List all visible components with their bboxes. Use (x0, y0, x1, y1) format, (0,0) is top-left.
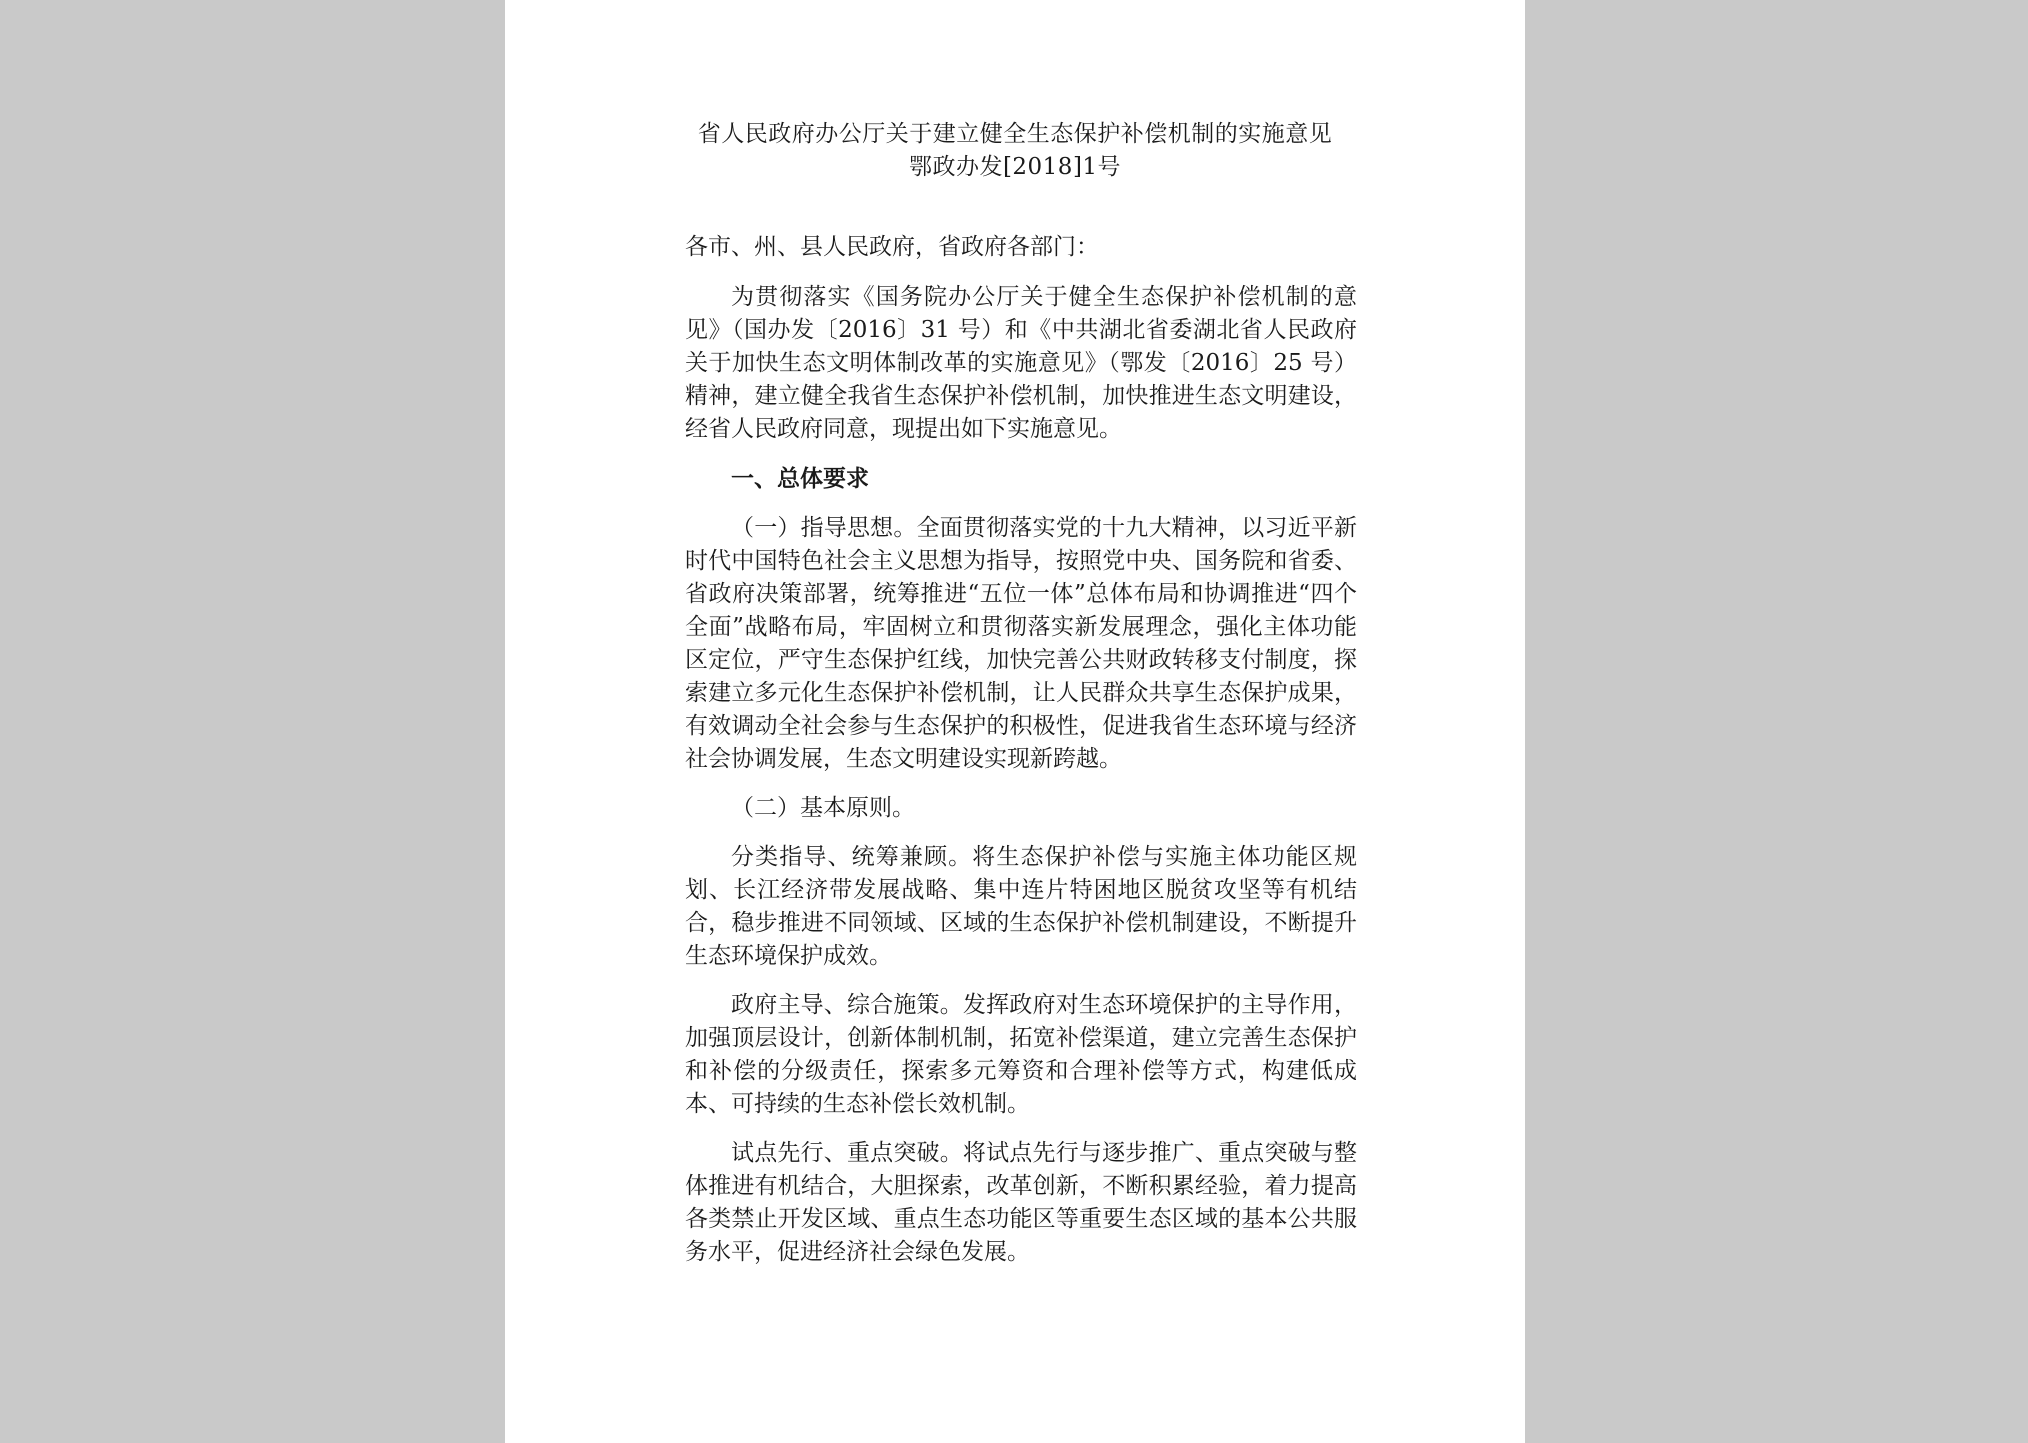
salutation: 各市、州、县人民政府，省政府各部门： (685, 234, 1099, 260)
paragraph: （一）指导思想。全面贯彻落实党的十九大精神，以习近平新时代中国特色社会主义思想为指导，按照党中央、国务院和省委、省政府决策部署，统筹推进“五位一体”总体布局和协调推进“四个全面”战略布局，牢固树立和贯彻落实新发展理念，强化主体功能区定位，严守生态保护红线，加快完善公共财政转移支付制度，探索建立多元化生态保护补偿机制，让人民群众共享生态保护成果，有效调动全社会参与生态保护的积极性，促进我省生态环境与经济社会协调发展，生态文明建设实现新跨越。 (685, 515, 1357, 772)
document-title: 省人民政府办公厅关于建立健全生态保护补偿机制的实施意见 (697, 121, 1333, 147)
paragraph: 试点先行、重点突破。将试点先行与逐步推广、重点突破与整体推进有机结合，大胆探索，改革创新，不断积累经验，着力提高各类禁止开发区域、重点生态功能区等重要生态区域的基本公共服务水平，促进经济社会绿色发展。 (685, 1140, 1357, 1265)
subsection-heading: （二）基本原则。 (731, 795, 915, 821)
paragraph: 分类指导、统筹兼顾。将生态保护补偿与实施主体功能区规划、长江经济带发展战略、集中连片特困地区脱贫攻坚等有机结合，稳步推进不同领域、区域的生态保护补偿机制建设，不断提升生态环境保护成效。 (685, 844, 1357, 969)
section-heading: 一、总体要求 (731, 465, 869, 492)
paragraph: 为贯彻落实《国务院办公厅关于健全生态保护补偿机制的意见》（国办发〔2016〕31 号）和《中共湖北省委湖北省人民政府关于加快生态文明体制改革的实施意见》（鄂发〔2016〕25 号）精神，建立健全我省生态保护补偿机制，加快推进生态文明建设，经省人民政府同意，现提出如下实施意见。 (685, 284, 1357, 442)
paragraph: 政府主导、综合施策。发挥政府对生态环境保护的主导作用，加强顶层设计，创新体制机制，拓宽补偿渠道，建立完善生态保护和补偿的分级责任，探索多元筹资和合理补偿等方式，构建低成本、可持续的生态补偿长效机制。 (685, 992, 1357, 1117)
document-number: 鄂政办发[2018]1号 (908, 154, 1122, 180)
document-page (505, 0, 1525, 1443)
document-body (685, 231, 1357, 1285)
